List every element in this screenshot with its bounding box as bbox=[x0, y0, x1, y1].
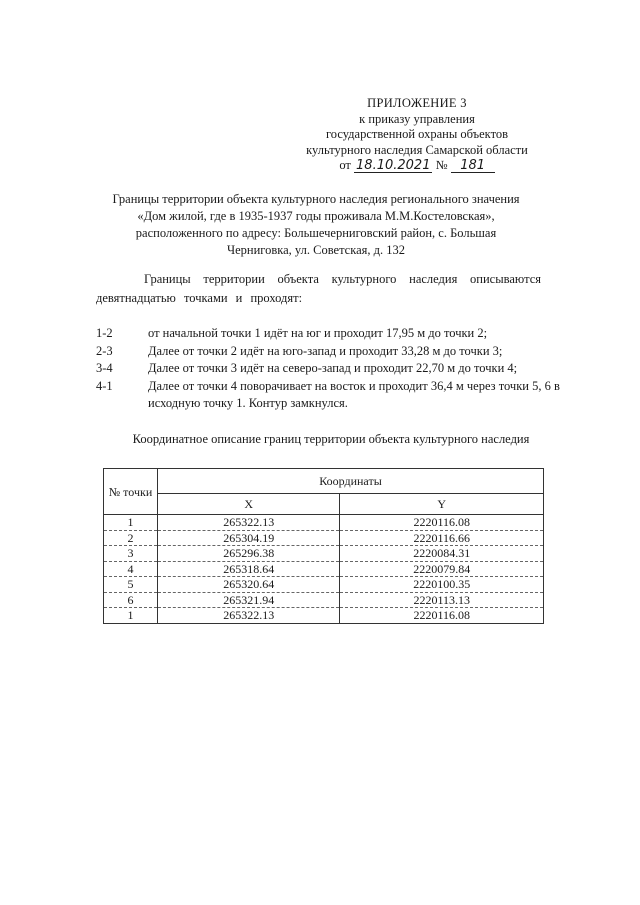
point-cell: 2 bbox=[104, 530, 158, 546]
coordinates-column-header: Координаты bbox=[158, 469, 544, 494]
y-cell: 2220116.08 bbox=[340, 608, 544, 624]
y-cell: 2220116.08 bbox=[340, 515, 544, 531]
appendix-header bbox=[292, 96, 542, 174]
x-column-header: X bbox=[158, 494, 340, 515]
order-line bbox=[292, 158, 542, 174]
heading-line-4: Черниговка, ул. Советская, д. 132 bbox=[226, 243, 406, 257]
appendix-title: ПРИЛОЖЕНИЕ 3 bbox=[367, 96, 467, 110]
table-row bbox=[104, 608, 544, 624]
point-cell: 3 bbox=[104, 546, 158, 562]
heading-line-1: Границы территории объекта культурного наследия регионального значения bbox=[112, 192, 520, 206]
x-cell: 265321.94 bbox=[158, 592, 340, 608]
coordinates-table bbox=[103, 468, 544, 624]
x-cell: 265296.38 bbox=[158, 546, 340, 562]
route-description: Далее от точки 3 идёт на северо-запад и проходит 22,70 м до точки 4; bbox=[148, 361, 518, 375]
y-column-header: Y bbox=[340, 494, 544, 515]
appendix-line-3: культурного наследия Самарской области bbox=[306, 142, 528, 157]
heading-line-3: расположенного по адресу: Большечерниговский район, с. Большая bbox=[135, 226, 497, 240]
y-cell: 2220084.31 bbox=[340, 546, 544, 562]
point-cell: 1 bbox=[104, 515, 158, 531]
table-row bbox=[104, 530, 544, 546]
table-row bbox=[104, 561, 544, 577]
point-cell: 5 bbox=[104, 577, 158, 593]
route-segment: 3-4 bbox=[96, 361, 113, 375]
appendix-line-2: государственной охраны объектов bbox=[325, 127, 509, 141]
route-description: Далее от точки 4 поворачивает на восток и проходит 36,4 м через точки 5, 6 в исходную точку 1. Контур замкнулся. bbox=[148, 378, 560, 410]
route-segment: 4-1 bbox=[96, 378, 113, 393]
x-cell: 265318.64 bbox=[158, 561, 340, 577]
x-cell: 265322.13 bbox=[158, 515, 340, 531]
x-cell: 265320.64 bbox=[158, 577, 340, 593]
appendix-line-1: к приказу управления bbox=[359, 111, 475, 126]
order-number: 181 bbox=[451, 159, 495, 173]
coordinates-table-body bbox=[104, 515, 544, 624]
point-cell: 6 bbox=[104, 592, 158, 608]
heading-line-2: «Дом жилой, где в 1935-1937 годы проживала М.М.Костеловская», bbox=[137, 209, 495, 223]
from-label: от bbox=[339, 158, 351, 172]
intro-paragraph: Границы территории объекта культурного наследия описываются девятнадцатью точками и проходят: bbox=[96, 272, 541, 305]
point-column-header: № точки bbox=[104, 469, 158, 515]
route-segment: 1-2 bbox=[96, 326, 113, 340]
route-item bbox=[96, 343, 566, 361]
table-row bbox=[104, 546, 544, 562]
point-cell: 4 bbox=[104, 561, 158, 577]
y-cell: 2220079.84 bbox=[340, 561, 544, 577]
document-heading bbox=[96, 191, 536, 259]
number-label: № bbox=[435, 158, 448, 172]
table-row bbox=[104, 577, 544, 593]
route-segment: 2-3 bbox=[96, 343, 113, 358]
route-description: от начальной точки 1 идёт на юг и проходит 17,95 м до точки 2; bbox=[148, 326, 488, 340]
table-row bbox=[104, 592, 544, 608]
table-caption: Координатное описание границ территории объекта культурного наследия bbox=[132, 432, 530, 446]
order-date: 18.10.2021 bbox=[356, 158, 431, 173]
point-cell: 1 bbox=[104, 608, 158, 624]
y-cell: 2220116.66 bbox=[340, 530, 544, 546]
y-cell: 2220113.13 bbox=[340, 592, 544, 608]
boundary-route-list bbox=[96, 325, 566, 413]
route-item bbox=[96, 378, 566, 413]
y-cell: 2220100.35 bbox=[340, 577, 544, 593]
route-item bbox=[96, 325, 566, 343]
route-description: Далее от точки 2 идёт на юго-запад и проходит 33,28 м до точки 3; bbox=[148, 343, 503, 358]
route-item bbox=[96, 360, 566, 378]
x-cell: 265322.13 bbox=[158, 608, 340, 624]
table-row bbox=[104, 515, 544, 531]
x-cell: 265304.19 bbox=[158, 530, 340, 546]
